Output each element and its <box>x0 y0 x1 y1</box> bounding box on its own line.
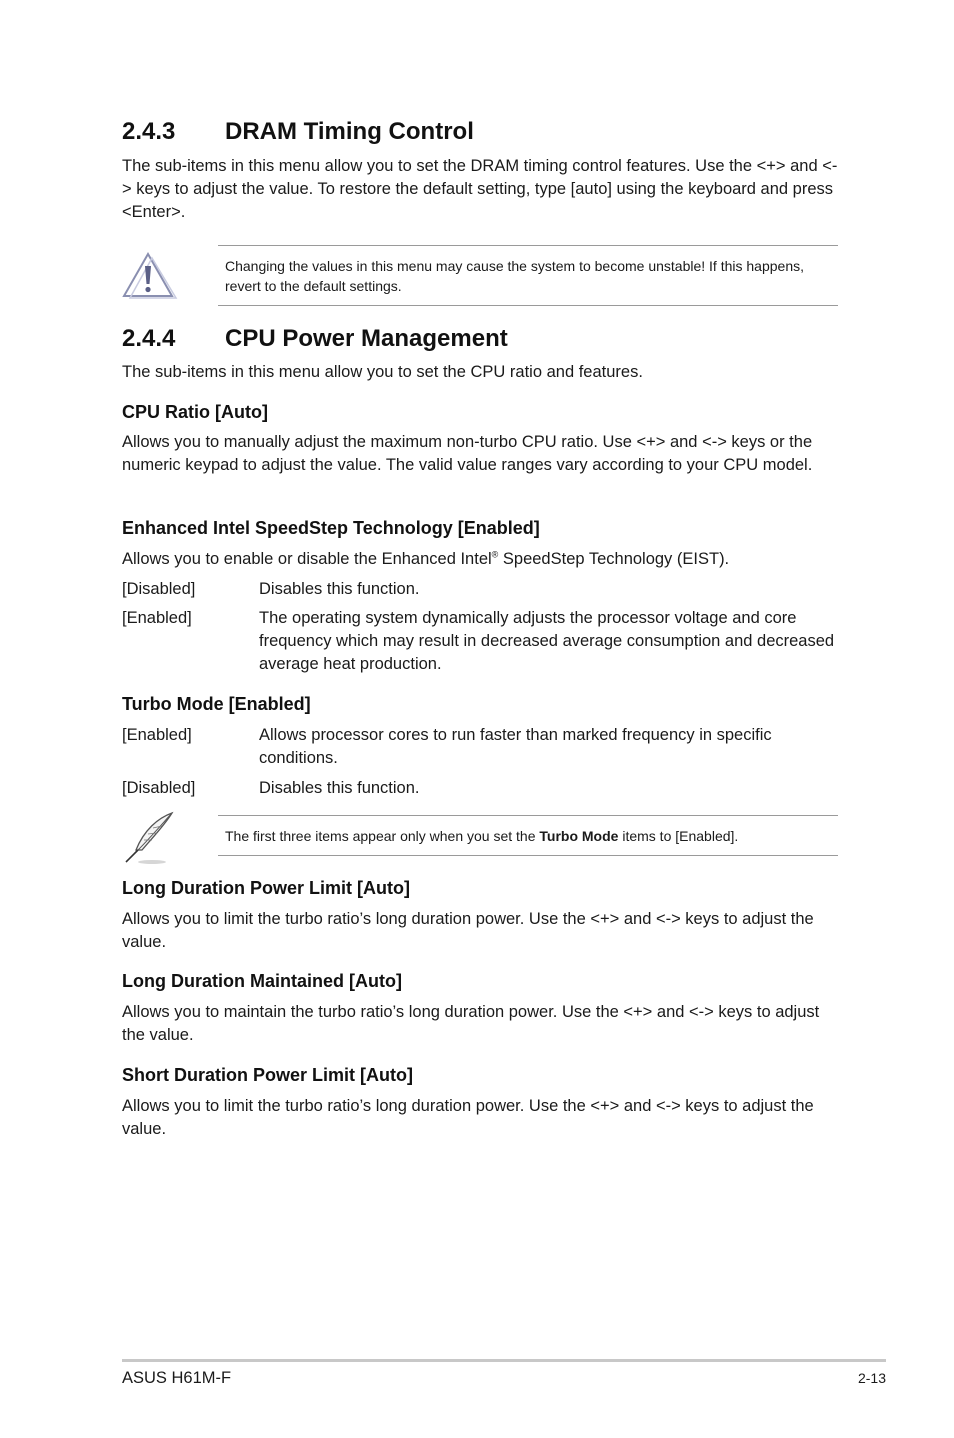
dram-intro: The sub-items in this menu allow you to set the DRAM timing control features. Use the <+> and <-> keys to adjust the value. To restore the default setting, type [auto] using the keyboard and press <Enter>. <box>122 157 838 221</box>
registered-mark: ® <box>491 549 499 560</box>
short-limit-heading: Short Duration Power Limit [Auto] <box>122 1065 413 1085</box>
option-desc: Allows processor cores to run faster than marked frequency in specific conditions. <box>259 726 772 767</box>
section-number: 2.4.4 <box>122 325 176 352</box>
long-limit-body: Allows you to limit the turbo ratio’s long duration power. Use the <+> and <-> keys to adjust the value. <box>122 910 814 951</box>
option-key: [Disabled] <box>122 779 196 797</box>
option-desc: The operating system dynamically adjusts the processor voltage and core frequency which may result in decreased average consumption and decreased average heat production. <box>259 609 835 673</box>
footer-page-number: 2-13 <box>857 1370 886 1386</box>
long-limit-heading: Long Duration Power Limit [Auto] <box>122 878 410 898</box>
eist-heading: Enhanced Intel SpeedStep Technology [Enabled] <box>122 518 540 538</box>
warning-note <box>218 245 838 306</box>
long-maintained-heading: Long Duration Maintained [Auto] <box>122 971 402 991</box>
cpu-ratio-heading: CPU Ratio [Auto] <box>122 402 268 422</box>
long-maintained-body: Allows you to maintain the turbo ratio’s long duration power. Use the <+> and <-> keys to adjust the value. <box>122 1003 820 1044</box>
eist-body-text-end: SpeedStep Technology (EIST). <box>498 550 730 568</box>
note-text: The first three items appear only when you set the <box>225 828 540 844</box>
note-text-end: items to [Enabled]. <box>618 828 739 844</box>
cpu-ratio-body: Allows you to manually adjust the maximum non-turbo CPU ratio. Use <+> and <-> keys or the numeric keypad to adjust the value. The valid value ranges vary according to your CPU model. <box>122 433 813 474</box>
short-limit-body: Allows you to limit the turbo ratio’s long duration power. Use the <+> and <-> keys to adjust the value. <box>122 1097 814 1138</box>
footer-product: ASUS H61M-F <box>122 1369 232 1387</box>
option-key: [Enabled] <box>122 609 192 627</box>
option-desc: Disables this function. <box>259 779 420 797</box>
warning-text: Changing the values in this menu may cause the system to become unstable! If this happens, revert to the default settings. <box>225 258 804 294</box>
warning-icon <box>122 250 178 305</box>
note-quill-icon <box>122 810 180 871</box>
eist-body-text: Allows you to enable or disable the Enhanced Intel <box>122 550 492 568</box>
eist-body <box>122 548 838 571</box>
turbo-note-text <box>225 826 835 846</box>
section-title: DRAM Timing Control <box>225 118 474 145</box>
turbo-note <box>218 815 838 856</box>
section-heading-2-4-4 <box>122 325 508 353</box>
footer-rule <box>122 1359 886 1362</box>
option-desc: Disables this function. <box>259 580 420 598</box>
cpu-intro: The sub-items in this menu allow you to set the CPU ratio and features. <box>122 363 643 381</box>
turbo-heading: Turbo Mode [Enabled] <box>122 694 311 714</box>
option-key: [Enabled] <box>122 726 192 744</box>
section-title: CPU Power Management <box>225 325 508 352</box>
note-bold: Turbo Mode <box>539 828 619 844</box>
section-heading-2-4-3 <box>122 118 474 146</box>
option-key: [Disabled] <box>122 580 196 598</box>
section-number: 2.4.3 <box>122 118 176 145</box>
